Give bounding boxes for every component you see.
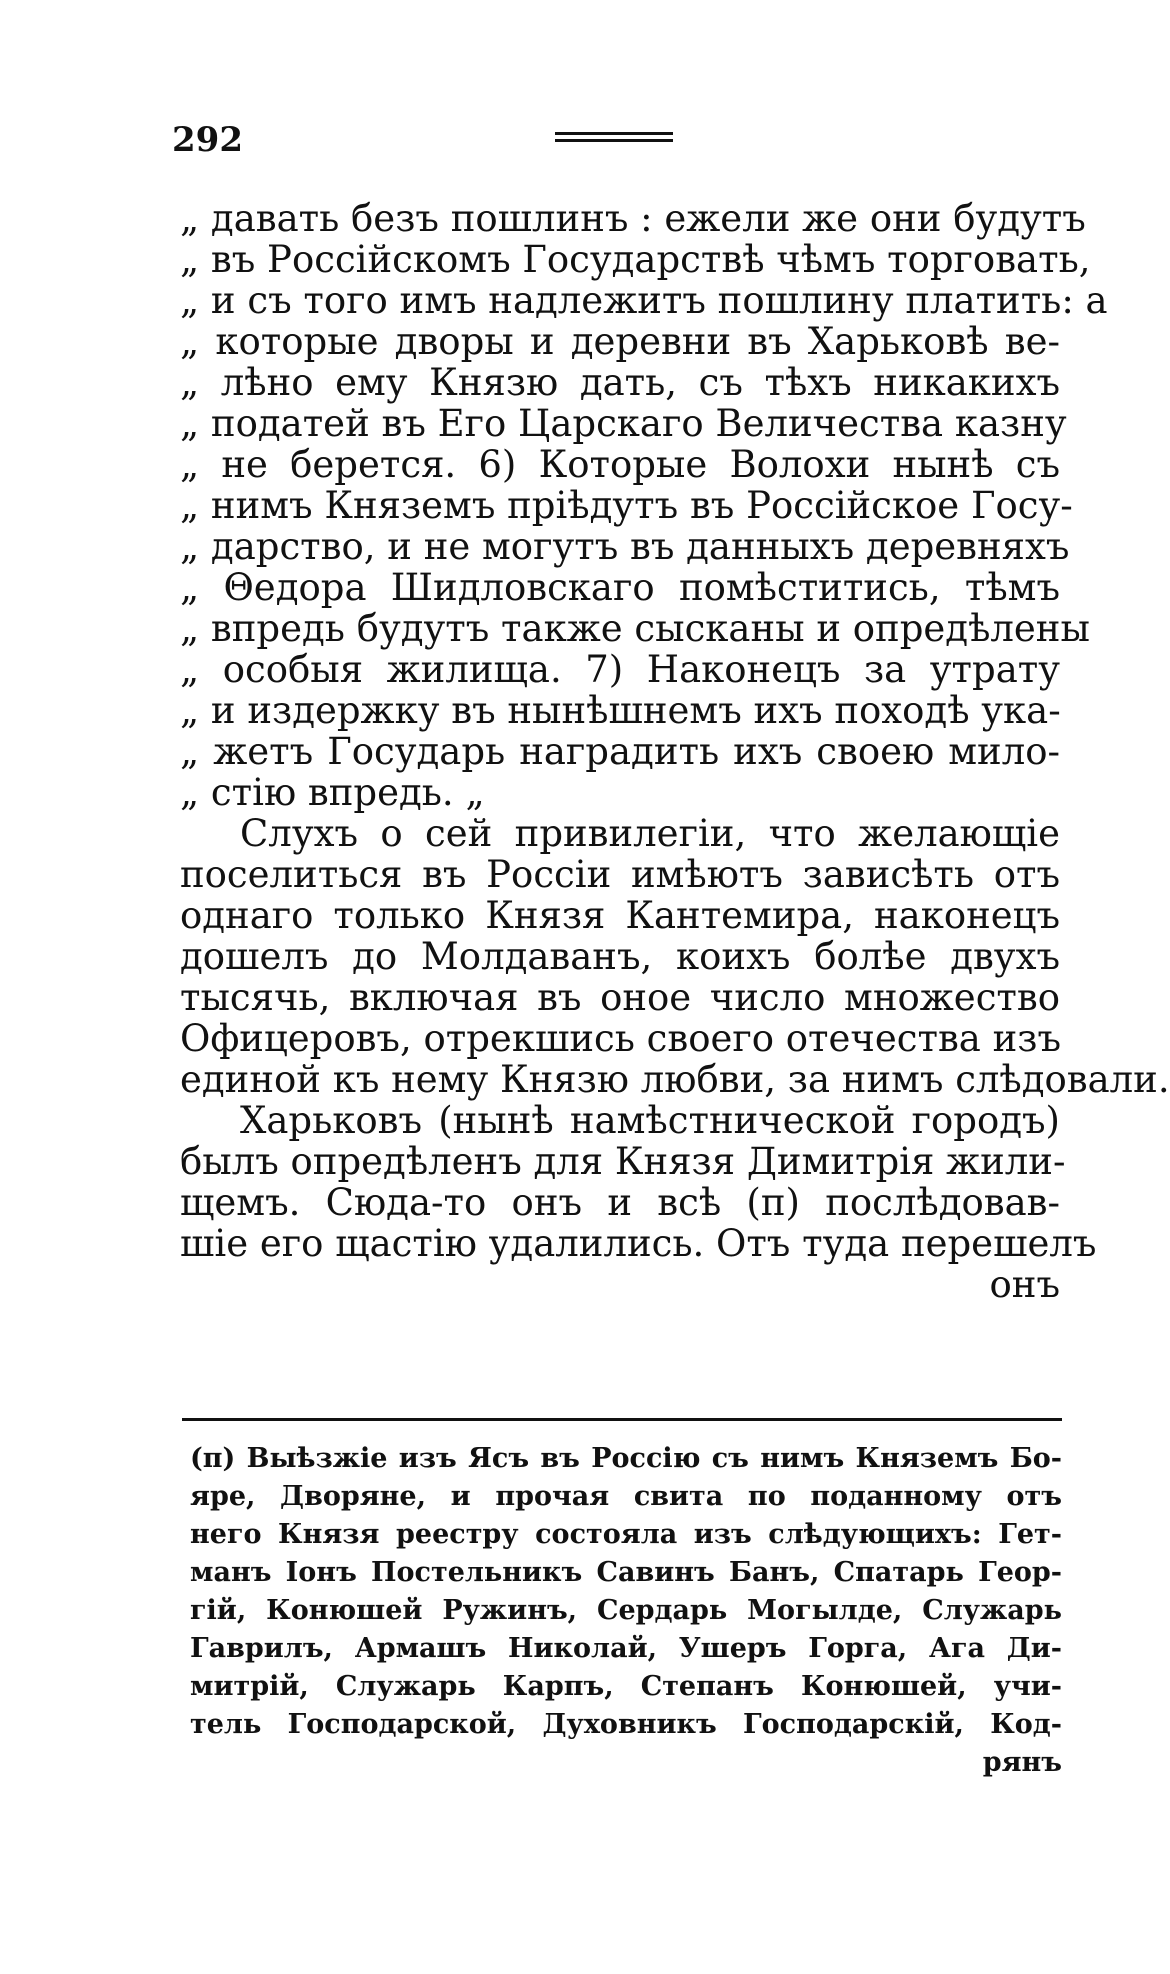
paragraph-first-line: Харьковъ (нынѣ намѣстнической городъ) <box>240 1099 1060 1142</box>
header-ornament-rule <box>555 132 673 152</box>
page-number: 292 <box>172 120 243 160</box>
text-line: „ Θедора Шидловскаго помѣститись, тѣмъ <box>180 566 1060 609</box>
footnote-line: (п) Выѣзжіе изъ Ясъ въ Россію съ нимъ Княземъ Бо- <box>190 1443 1062 1474</box>
catchword: онъ <box>989 1263 1060 1306</box>
text-line: шіе его щастію удалились. Отъ туда перешелъ <box>180 1222 1097 1265</box>
text-line: однаго только Князя Кантемира, наконецъ <box>180 894 1060 937</box>
text-line: „ и съ того имъ надлежитъ пошлину платить: а <box>180 279 1108 322</box>
footnote-line: Гаврилъ, Армашъ Николай, Ушеръ Горга, Ага Ди- <box>190 1633 1062 1664</box>
main-text <box>180 197 1170 1306</box>
text-line: „ жетъ Государь наградить ихъ своею мило- <box>180 730 1060 773</box>
text-line: единой къ нему Князю любви, за нимъ слѣдовали. <box>180 1058 1170 1101</box>
footnote-line: тель Господарской, Духовникъ Господарскій, Код- <box>190 1709 1062 1740</box>
footnote-divider <box>182 1418 1062 1421</box>
text-line: щемъ. Сюда-то онъ и всѣ (п) послѣдовав- <box>180 1181 1060 1224</box>
text-line: „ которые дворы и деревни въ Харьковѣ ве- <box>180 320 1060 363</box>
paragraph-first-line: Слухъ о сей привилегіи, что желающіе <box>240 812 1060 855</box>
text-line: „ впредь будутъ также сысканы и опредѣлены <box>180 607 1090 650</box>
text-line: дошелъ до Молдаванъ, коихъ болѣе двухъ <box>180 935 1060 978</box>
text-line: тысячь, включая въ оное число множество <box>180 976 1060 1019</box>
text-line: поселиться въ Россіи имѣютъ зависѣть отъ <box>180 853 1060 896</box>
footnote-line: митрій, Служарь Карпъ, Степанъ Конюшей, учи- <box>190 1671 1062 1702</box>
text-line: „ особыя жилища. 7) Наконецъ за утрату <box>180 648 1060 691</box>
text-line: „ нимъ Княземъ пріѣдутъ въ Россійское Госу- <box>180 484 1073 527</box>
footnote-line: гій, Конюшей Ружинъ, Сердарь Могылде, Служарь <box>190 1595 1062 1626</box>
footnote-line: него Князя реестру состояла изъ слѣдующихъ: Гет- <box>190 1519 1062 1550</box>
text-line: „ въ Россійскомъ Государствѣ чѣмъ торговать, <box>180 238 1091 281</box>
text-line: „ дарство, и не могутъ въ данныхъ деревняхъ <box>180 525 1070 568</box>
footnote <box>190 1440 1062 1782</box>
text-line: „ не берется. 6) Которые Волохи нынѣ съ <box>180 443 1060 486</box>
text-line: „ стію впредь. „ <box>180 771 485 814</box>
footnote-line: яре, Дворяне, и прочая свита по поданному отъ <box>190 1481 1062 1512</box>
text-line: „ податей въ Его Царскаго Величества казну <box>180 402 1067 445</box>
text-line: „ лѣно ему Князю дать, съ тѣхъ никакихъ <box>180 361 1060 404</box>
text-line: „ и издержку въ нынѣшнемъ ихъ походѣ ука- <box>180 689 1061 732</box>
footnote-catchword: рянъ <box>982 1747 1062 1778</box>
text-line: „ давать безъ пошлинъ : ежели же они будутъ <box>180 197 1086 240</box>
text-line: былъ опредѣленъ для Князя Димитрія жили- <box>180 1140 1066 1183</box>
footnote-line: манъ Іонъ Постельникъ Савинъ Банъ, Спатарь Геор- <box>190 1557 1062 1588</box>
text-line: Офицеровъ, отрекшись своего отечества изъ <box>180 1017 1062 1060</box>
